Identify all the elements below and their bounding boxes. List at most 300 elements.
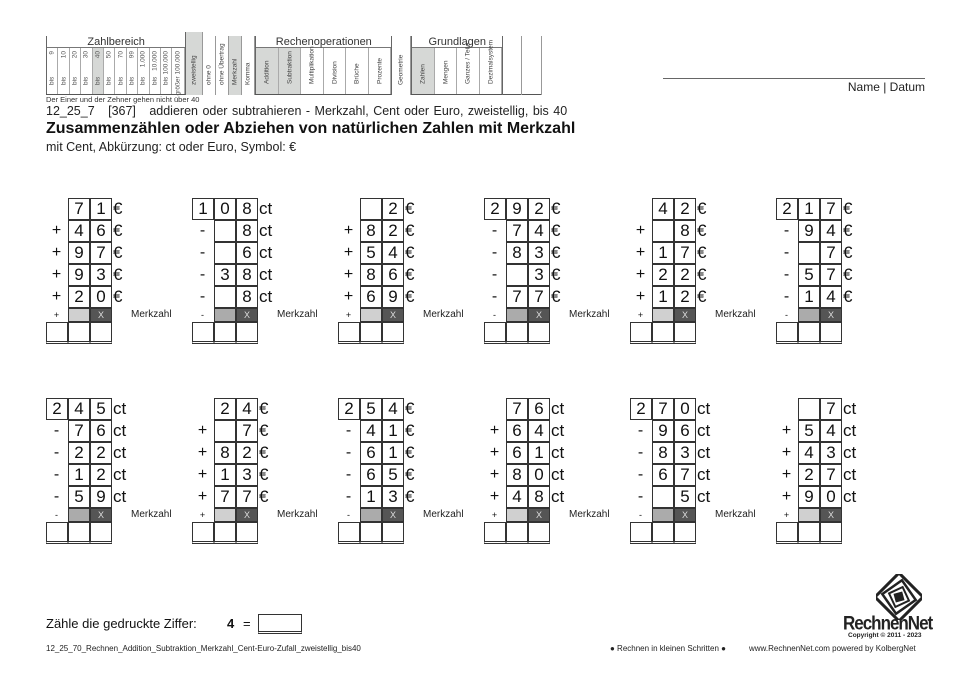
unit-label: € — [405, 487, 415, 506]
column-label: Komma — [244, 62, 252, 85]
operator-sign: - — [783, 266, 790, 283]
answer-digit-field[interactable] — [630, 522, 652, 544]
unit-label: ct — [843, 443, 857, 462]
column-range-8 — [138, 48, 149, 94]
column-range-6 — [115, 48, 126, 94]
merkzahl-x-cell: X — [820, 308, 842, 322]
operand-digit: 5 — [360, 242, 382, 264]
merkzahl-tens-field[interactable] — [652, 308, 674, 322]
operator-sign: + — [781, 488, 792, 505]
operand-digit: 7 — [506, 220, 528, 242]
operand-digit: 6 — [90, 420, 112, 442]
start-digit: 4 — [652, 198, 674, 220]
merkzahl-tens-field[interactable] — [68, 508, 90, 522]
operand-digit: 6 — [506, 420, 528, 442]
answer-digit-field[interactable] — [338, 522, 360, 544]
column-label: Merkzahl — [231, 58, 239, 85]
column-operation-1 — [279, 48, 302, 94]
answer-digit-field[interactable] — [820, 322, 842, 344]
merkzahl-operator: + — [53, 310, 60, 320]
range-prefix: bis — [48, 76, 56, 85]
answer-digit-field[interactable] — [360, 322, 382, 344]
operand-digit: 8 — [506, 464, 528, 486]
operator-sign: + — [635, 288, 646, 305]
operator-sign: + — [635, 266, 646, 283]
unit-label: € — [843, 265, 853, 284]
operator-sign: + — [197, 444, 208, 461]
start-digit: 4 — [68, 398, 90, 420]
operator-sign: - — [345, 488, 352, 505]
problem-8 — [192, 398, 342, 548]
unit-label: ct — [113, 399, 127, 418]
merkzahl-x-cell: X — [236, 308, 258, 322]
start-digit: 2 — [630, 398, 652, 420]
site-credit: www.RechnenNet.com powered by KolbergNet — [749, 644, 916, 653]
answer-digit-field[interactable] — [484, 322, 506, 344]
operand-digit: 8 — [506, 242, 528, 264]
unit-label: ct — [843, 487, 857, 506]
merkzahl-label: Merkzahl — [569, 309, 610, 320]
operand-digit: 1 — [798, 286, 820, 308]
operand-digit: 3 — [528, 264, 550, 286]
operand-digit: 8 — [236, 220, 258, 242]
merkzahl-tens-field[interactable] — [68, 308, 90, 322]
merkzahl-operator: - — [201, 310, 204, 320]
range-prefix: bis — [94, 76, 102, 85]
answer-digit-field[interactable] — [68, 322, 90, 344]
operand-digit: 2 — [236, 442, 258, 464]
operand-digit: 3 — [820, 442, 842, 464]
unit-label: € — [697, 243, 707, 262]
answer-digit-field[interactable] — [776, 522, 798, 544]
operand-digit: 9 — [652, 420, 674, 442]
operand-digit — [798, 242, 820, 264]
operator-sign: - — [783, 244, 790, 261]
operand-digit: 8 — [528, 486, 550, 508]
unit-label: ct — [697, 465, 711, 484]
operand-digit: 1 — [68, 464, 90, 486]
unit-label: € — [113, 243, 123, 262]
operand-digit: 1 — [652, 242, 674, 264]
operator-sign: + — [635, 244, 646, 261]
count-digit: 4 — [227, 616, 235, 631]
unit-label: ct — [113, 465, 127, 484]
operand-digit: 8 — [360, 220, 382, 242]
merkzahl-tens-field[interactable] — [798, 508, 820, 522]
unit-label: ct — [259, 265, 273, 284]
answer-digit-field[interactable] — [776, 322, 798, 344]
column-label: Division — [331, 61, 339, 84]
operand-digit: 2 — [90, 442, 112, 464]
operand-digit: 8 — [236, 286, 258, 308]
column-range-11 — [172, 48, 185, 94]
start-digit: 2 — [528, 198, 550, 220]
operator-sign: - — [53, 444, 60, 461]
unit-label: € — [259, 443, 269, 462]
operand-digit: 6 — [236, 242, 258, 264]
answer-digit-field[interactable] — [382, 522, 404, 544]
column-label: Addition — [263, 60, 271, 84]
merkzahl-x-cell: X — [382, 308, 404, 322]
merkzahl-operator: + — [345, 310, 352, 320]
count-answer-field[interactable] — [258, 614, 302, 634]
start-digit: 4 — [236, 398, 258, 420]
answer-digit-field[interactable] — [214, 522, 236, 544]
column-operation-2 — [301, 48, 324, 94]
operand-digit: 6 — [360, 286, 382, 308]
column-range-4 — [93, 48, 104, 94]
unit-label: ct — [551, 487, 565, 506]
operator-sign: - — [491, 288, 498, 305]
answer-digit-field[interactable] — [68, 522, 90, 544]
operand-digit: 9 — [68, 242, 90, 264]
range-value: 40 — [94, 51, 102, 59]
operator-sign: - — [783, 222, 790, 239]
column-option-0 — [185, 32, 203, 95]
operator-sign: + — [781, 466, 792, 483]
start-digit: 1 — [798, 198, 820, 220]
operand-digit: 2 — [90, 464, 112, 486]
operator-sign: - — [491, 244, 498, 261]
operator-sign: - — [637, 466, 644, 483]
column-label: ohne 0 — [205, 65, 213, 85]
operand-digit: 6 — [506, 442, 528, 464]
column-range-0 — [47, 48, 58, 94]
operand-digit: 4 — [820, 420, 842, 442]
operator-sign: - — [345, 444, 352, 461]
operand-digit: 2 — [68, 442, 90, 464]
answer-digit-field[interactable] — [674, 522, 696, 544]
column-option-4 — [242, 36, 255, 95]
unit-label: € — [843, 243, 853, 262]
start-digit — [798, 398, 820, 420]
operand-digit: 8 — [652, 442, 674, 464]
answer-digit-field[interactable] — [506, 522, 528, 544]
answer-digit-field[interactable] — [820, 522, 842, 544]
unit-label: ct — [843, 421, 857, 440]
problem-10 — [484, 398, 634, 548]
column-basics-0 — [412, 48, 435, 94]
start-digit: 0 — [214, 198, 236, 220]
problem-9 — [338, 398, 488, 548]
answer-digit-field[interactable] — [484, 522, 506, 544]
merkzahl-label: Merkzahl — [131, 509, 172, 520]
brand-name: RechnenNet — [843, 612, 933, 634]
operator-sign: + — [51, 222, 62, 239]
unit-label: ct — [551, 443, 565, 462]
operand-digit: 7 — [236, 420, 258, 442]
operand-digit: 3 — [674, 442, 696, 464]
operand-digit: 6 — [360, 464, 382, 486]
merkzahl-x-cell: X — [674, 308, 696, 322]
name-date-line — [663, 78, 925, 79]
range-prefix: bis — [117, 76, 125, 85]
operator-sign: + — [489, 488, 500, 505]
range-prefix: bis — [60, 76, 68, 85]
operator-sign: + — [343, 288, 354, 305]
answer-digit-field[interactable] — [214, 322, 236, 344]
range-value: 50 — [105, 51, 113, 59]
operand-digit: 9 — [798, 486, 820, 508]
answer-digit-field[interactable] — [528, 322, 550, 344]
operand-digit: 7 — [214, 486, 236, 508]
start-digit: 2 — [776, 198, 798, 220]
column-label: Brüche — [353, 63, 361, 84]
unit-label: € — [259, 421, 269, 440]
start-digit — [630, 198, 652, 220]
operator-sign: - — [783, 288, 790, 305]
start-digit — [338, 198, 360, 220]
unit-label: € — [405, 443, 415, 462]
column-label: Prozente — [376, 57, 384, 84]
operand-digit: 0 — [90, 286, 112, 308]
range-value: 10 — [60, 51, 68, 59]
operand-digit: 7 — [506, 286, 528, 308]
operator-sign: - — [199, 222, 206, 239]
start-digit: 1 — [90, 198, 112, 220]
operator-sign: - — [199, 288, 206, 305]
unit-label: € — [697, 199, 707, 218]
group-zahlbereich — [46, 36, 185, 94]
name-date-label: Name | Datum — [847, 80, 925, 94]
start-digit — [360, 198, 382, 220]
answer-digit-field[interactable] — [798, 322, 820, 344]
answer-digit-field[interactable] — [46, 522, 68, 544]
start-digit: 9 — [506, 198, 528, 220]
column-operation-0 — [256, 48, 279, 94]
operand-digit: 4 — [68, 220, 90, 242]
unit-label: € — [113, 265, 123, 284]
start-digit: 2 — [338, 398, 360, 420]
unit-label: ct — [843, 399, 857, 418]
answer-digit-field[interactable] — [674, 322, 696, 344]
option-columns — [185, 36, 255, 94]
merkzahl-operator: - — [493, 310, 496, 320]
unit-label: € — [405, 221, 415, 240]
answer-digit-field[interactable] — [46, 322, 68, 344]
operator-sign: + — [51, 244, 62, 261]
start-digit: 2 — [46, 398, 68, 420]
column-operation-3 — [324, 48, 347, 94]
slogan: ● Rechnen in kleinen Schritten ● — [610, 644, 726, 653]
problem-1 — [46, 198, 196, 348]
operand-digit: 1 — [382, 442, 404, 464]
unit-label: € — [405, 243, 415, 262]
operand-digit: 4 — [820, 220, 842, 242]
answer-digit-field[interactable] — [798, 522, 820, 544]
operand-digit — [652, 220, 674, 242]
merkzahl-tens-field[interactable] — [214, 508, 236, 522]
range-value: 100.000 — [162, 51, 170, 75]
answer-digit-field[interactable] — [630, 322, 652, 344]
operand-digit — [506, 264, 528, 286]
classification-table — [46, 36, 542, 95]
operator-sign: + — [51, 288, 62, 305]
merkzahl-operator: - — [785, 310, 788, 320]
operand-digit: 2 — [674, 286, 696, 308]
answer-digit-field[interactable] — [652, 322, 674, 344]
column-range-5 — [104, 48, 115, 94]
operator-sign: - — [345, 422, 352, 439]
group-rechenoperationen — [255, 36, 391, 94]
operand-digit: 6 — [674, 420, 696, 442]
merkzahl-label: Merkzahl — [277, 509, 318, 520]
unit-label: € — [843, 199, 853, 218]
column-label: zweistellig — [190, 55, 198, 85]
start-digit: 7 — [652, 398, 674, 420]
operator-sign: - — [53, 488, 60, 505]
merkzahl-tens-field[interactable] — [360, 508, 382, 522]
start-digit — [46, 198, 68, 220]
unit-label: ct — [259, 243, 273, 262]
unit-label: ct — [551, 399, 565, 418]
answer-digit-field[interactable] — [506, 322, 528, 344]
column-label: Mengen — [442, 60, 450, 84]
operator-sign: - — [491, 222, 498, 239]
range-value: 30 — [82, 51, 90, 59]
merkzahl-label: Merkzahl — [423, 509, 464, 520]
operand-digit: 7 — [820, 464, 842, 486]
merkzahl-operator: + — [199, 510, 206, 520]
merkzahl-tens-field[interactable] — [798, 308, 820, 322]
merkzahl-tens-field[interactable] — [506, 308, 528, 322]
merkzahl-x-cell: X — [674, 508, 696, 522]
range-value: größer 100.000 — [174, 51, 182, 96]
merkzahl-label: Merkzahl — [423, 309, 464, 320]
operand-digit: 3 — [90, 264, 112, 286]
problem-12 — [776, 398, 926, 548]
unit-label: € — [259, 465, 269, 484]
column-label: Geometrie — [397, 54, 405, 85]
answer-digit-field[interactable] — [338, 322, 360, 344]
start-digit: 2 — [214, 398, 236, 420]
operand-digit: 4 — [528, 220, 550, 242]
page-title: Zusammenzählen oder Abziehen von natürlichen Zahlen mit Merkzahl — [46, 120, 576, 137]
unit-label: € — [405, 399, 415, 418]
unit-label: ct — [697, 487, 711, 506]
answer-digit-field[interactable] — [652, 522, 674, 544]
unit-label: € — [551, 243, 561, 262]
unit-label: € — [113, 221, 123, 240]
column-option-1 — [203, 36, 216, 95]
operand-digit: 7 — [820, 264, 842, 286]
answer-digit-field[interactable] — [192, 322, 214, 344]
merkzahl-x-cell: X — [382, 508, 404, 522]
operand-digit: 4 — [528, 420, 550, 442]
operand-digit: 9 — [798, 220, 820, 242]
operand-digit: 8 — [236, 264, 258, 286]
operand-digit: 2 — [382, 220, 404, 242]
operand-digit: 7 — [674, 242, 696, 264]
unit-label: ct — [697, 443, 711, 462]
start-digit: 2 — [674, 198, 696, 220]
group-title: Rechenoperationen — [256, 36, 391, 48]
column-label: Multiplikation — [308, 46, 316, 84]
merkzahl-label: Merkzahl — [715, 509, 756, 520]
merkzahl-tens-field[interactable] — [360, 308, 382, 322]
merkzahl-tens-field[interactable] — [652, 508, 674, 522]
start-digit — [776, 398, 798, 420]
operand-digit: 9 — [68, 264, 90, 286]
start-digit: 7 — [820, 198, 842, 220]
merkzahl-tens-field[interactable] — [214, 308, 236, 322]
start-digit: 1 — [192, 198, 214, 220]
answer-digit-field[interactable] — [236, 522, 258, 544]
start-digit: 5 — [360, 398, 382, 420]
operand-digit: 8 — [214, 442, 236, 464]
unit-label: ct — [551, 465, 565, 484]
problem-11 — [630, 398, 780, 548]
answer-digit-field[interactable] — [528, 522, 550, 544]
operand-digit: 4 — [798, 442, 820, 464]
answer-digit-field[interactable] — [236, 322, 258, 344]
operand-digit: 9 — [382, 286, 404, 308]
column-range-10 — [161, 48, 172, 94]
operand-digit: 0 — [820, 486, 842, 508]
operator-sign: + — [343, 266, 354, 283]
empty-column — [502, 36, 522, 95]
column-range-3 — [81, 48, 92, 94]
group-title: Grundlagen — [412, 36, 502, 48]
range-value: 9 — [48, 51, 56, 55]
answer-digit-field[interactable] — [90, 522, 112, 544]
start-digit: 7 — [506, 398, 528, 420]
range-value: 70 — [117, 51, 125, 59]
range-value: 1.000 — [139, 51, 147, 68]
start-digit: 4 — [382, 398, 404, 420]
group-grundlagen — [411, 36, 502, 94]
column-operation-4 — [346, 48, 369, 94]
operator-sign: - — [53, 422, 60, 439]
answer-digit-field[interactable] — [360, 522, 382, 544]
merkzahl-x-cell: X — [236, 508, 258, 522]
operator-sign: + — [343, 222, 354, 239]
problem-7 — [46, 398, 196, 548]
unit-label: € — [843, 221, 853, 240]
operator-sign: + — [781, 422, 792, 439]
unit-label: € — [551, 221, 561, 240]
operator-sign: + — [489, 466, 500, 483]
unit-label: € — [697, 265, 707, 284]
operand-digit — [214, 242, 236, 264]
unit-label: € — [259, 487, 269, 506]
unit-label: € — [405, 287, 415, 306]
operand-digit: 6 — [382, 264, 404, 286]
operand-digit: 1 — [382, 420, 404, 442]
range-prefix: bis — [82, 76, 90, 85]
operator-sign: - — [637, 488, 644, 505]
operand-digit: 4 — [506, 486, 528, 508]
column-geometrie — [391, 36, 411, 95]
start-digit: 2 — [484, 198, 506, 220]
operand-digit: 1 — [528, 442, 550, 464]
operand-digit: 6 — [90, 220, 112, 242]
merkzahl-tens-field[interactable] — [506, 508, 528, 522]
answer-digit-field[interactable] — [382, 322, 404, 344]
unit-label: € — [697, 287, 707, 306]
answer-digit-field[interactable] — [192, 522, 214, 544]
rechenoperationen-columns — [256, 48, 391, 94]
start-digit — [484, 398, 506, 420]
operand-digit: 3 — [382, 486, 404, 508]
merkzahl-x-cell: X — [820, 508, 842, 522]
merkzahl-operator: - — [347, 510, 350, 520]
copyright: Copyright © 2011 - 2023 — [848, 632, 922, 639]
operand-digit: 1 — [214, 464, 236, 486]
answer-digit-field[interactable] — [90, 322, 112, 344]
unit-label: € — [405, 199, 415, 218]
operator-sign: - — [491, 266, 498, 283]
